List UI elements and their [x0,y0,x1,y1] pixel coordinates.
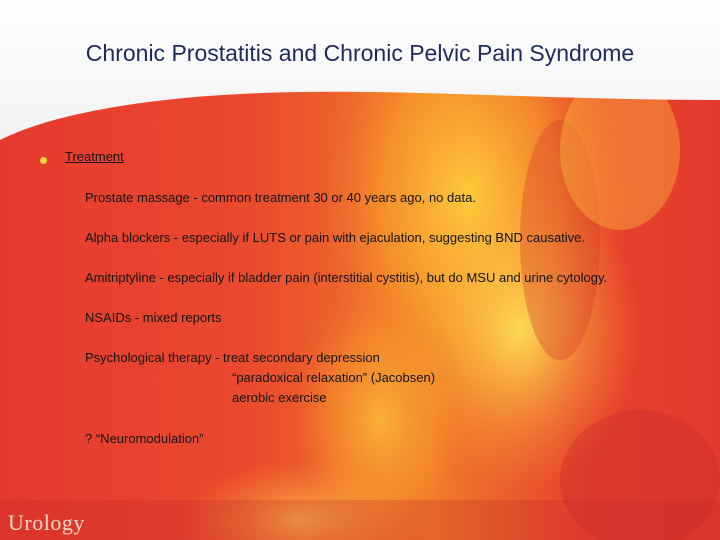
treatment-subline: aerobic exercise [232,390,327,405]
urology-logo: Urology [8,510,85,535]
treatment-line: NSAIDs - mixed reports [85,310,222,325]
bullet-heading: Treatment [65,149,124,164]
treatment-line: Alpha blockers - especially if LUTS or pain with ejaculation, suggesting BND causative. [85,230,586,245]
slide-title: Chronic Prostatitis and Chronic Pelvic Pain Syndrome [85,40,635,66]
bullet-dot-icon [40,157,47,164]
treatment-subline: “paradoxical relaxation” (Jacobsen) [232,370,436,385]
treatment-line: Psychological therapy - treat secondary depression [85,350,380,365]
treatment-line: ? “Neuromodulation” [85,431,204,446]
treatment-line: Amitriptyline - especially if bladder pain (interstitial cystitis), but do MSU and urine cytology. [85,270,608,285]
treatment-line: Prostate massage - common treatment 30 or 40 years ago, no data. [85,190,476,205]
